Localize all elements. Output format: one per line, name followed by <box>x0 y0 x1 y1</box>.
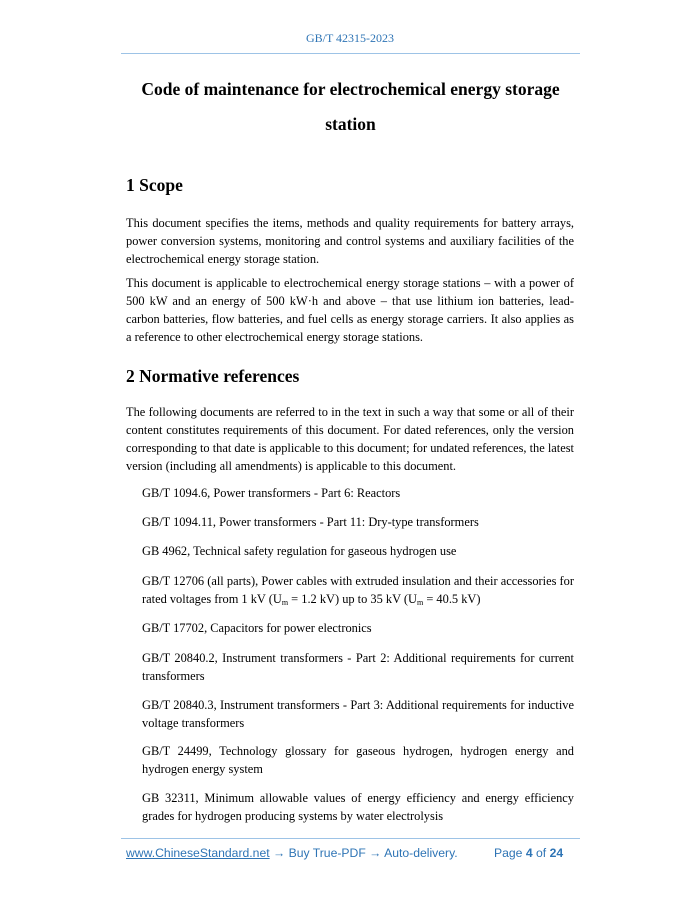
section-1-heading: 1 Scope <box>126 175 183 195</box>
references-intro: The following documents are referred to in the text in such a way that some or all of their content constitutes requirements of this document. For dated references, only the version corresponding to that date is applicable to this document; for undated references, the latest version (including all amendments) is applicable to this document. <box>126 405 574 473</box>
document-title <box>121 72 580 142</box>
reference-item: GB/T 1094.6, Power transformers - Part 6: Reactors <box>142 486 401 500</box>
reference-item: GB/T 24499, Technology glossary for gaseous hydrogen, hydrogen energy and hydrogen energy system <box>142 744 574 776</box>
reference-item: GB 4962, Technical safety regulation for gaseous hydrogen use <box>142 544 457 558</box>
title-line-2: station <box>325 114 376 134</box>
reference-item: GB/T 20840.2, Instrument transformers - Part 2: Additional requirements for current transformers <box>142 651 574 683</box>
page-header: GB/T 42315-2023 <box>305 31 395 45</box>
ref-text-part-1: GB/T 12706 (all parts), Power cables with extruded insulation and their accessories for rated voltages from 1 kV (U <box>142 574 574 606</box>
reference-item: GB 32311, Minimum allowable values of energy efficiency and energy efficiency grades for hydrogen producing systems by water electrolysis <box>142 791 574 823</box>
promo-text: → Buy True-PDF → Auto-delivery. <box>269 846 458 860</box>
page-indicator <box>494 846 563 860</box>
of-label: of <box>536 846 547 860</box>
subscript-m: m <box>281 598 289 607</box>
scope-paragraph-2: This document is applicable to electrochemical energy storage stations – with a power of 500 kW and an energy of 500 kW·h and above – that use lithium ion batteries, lead-carbon batteries, flow batteries, and fuel cells as energy storage carriers. It also applies as a reference to other electrochemical energy storage stations. <box>126 276 574 344</box>
ref-text-part-3: = 40.5 kV) <box>423 592 481 606</box>
title-line-1: Code of maintenance for electrochemical energy storage <box>141 79 560 99</box>
footer-divider <box>121 838 580 839</box>
subscript-m: m <box>417 598 424 607</box>
ref-text-part-2: = 1.2 kV) up to 35 kV (U <box>288 592 418 606</box>
page-label: Page <box>494 846 523 860</box>
reference-item: GB/T 20840.3, Instrument transformers - Part 3: Additional requirements for inductive voltage transformers <box>142 698 574 730</box>
header-divider <box>121 53 580 54</box>
page-total: 24 <box>549 846 564 860</box>
reference-item: GB/T 17702, Capacitors for power electronics <box>142 621 372 635</box>
scope-paragraph-1: This document specifies the items, methods and quality requirements for battery arrays, power conversion systems, monitoring and control systems and auxiliary facilities of the electrochemical energy storage station. <box>126 216 574 266</box>
footer-promo <box>126 846 458 860</box>
section-2-heading: 2 Normative references <box>126 366 300 386</box>
page-number: 4 <box>525 846 533 860</box>
reference-item <box>142 572 574 612</box>
reference-item: GB/T 1094.11, Power transformers - Part 11: Dry-type transformers <box>142 515 479 529</box>
site-link[interactable]: www.ChineseStandard.net <box>126 846 270 860</box>
